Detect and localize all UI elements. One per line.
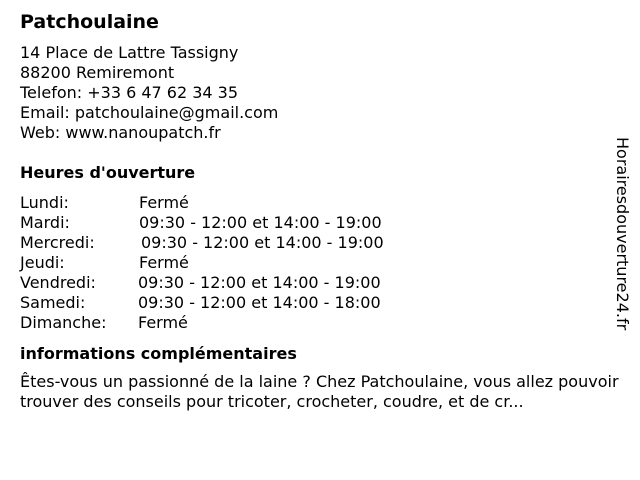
business-name: Patchoulaine	[20, 11, 159, 33]
hours-row-jeudi	[20, 253, 620, 273]
day-hours: 09:30 - 12:00 et 14:00 - 18:00	[138, 293, 381, 312]
day-hours: Fermé	[139, 193, 189, 212]
day-label: Lundi:	[20, 193, 69, 212]
contact-block	[20, 43, 620, 143]
phone-text: Telefon: +33 6 47 62 34 35	[20, 83, 239, 102]
business-card	[20, 10, 620, 412]
hours-row-mercredi	[20, 233, 620, 253]
hours-row-lundi	[20, 193, 620, 213]
hours-row-samedi	[20, 293, 620, 313]
day-label: Mardi:	[20, 213, 70, 232]
opening-hours-heading: Heures d'ouverture	[20, 163, 196, 182]
day-hours: Fermé	[139, 253, 189, 272]
hours-row-vendredi	[20, 273, 620, 293]
email-text: Email: patchoulaine@gmail.com	[20, 103, 279, 122]
day-label: Samedi:	[20, 293, 86, 312]
site-watermark: Horairesdouverture24.fr	[613, 137, 632, 331]
hours-row-dimanche	[20, 313, 620, 333]
day-label: Mercredi:	[20, 233, 95, 252]
day-label: Vendredi:	[20, 273, 96, 292]
hours-row-mardi	[20, 213, 620, 233]
opening-hours-list	[20, 193, 620, 333]
address-line-1: 14 Place de Lattre Tassigny	[20, 43, 239, 62]
day-label: Dimanche:	[20, 313, 107, 332]
day-hours: 09:30 - 12:00 et 14:00 - 19:00	[139, 213, 382, 232]
day-hours: 09:30 - 12:00 et 14:00 - 19:00	[141, 233, 384, 252]
day-hours: Fermé	[138, 313, 188, 332]
additional-info-text: Êtes-vous un passionné de la laine ? Chez Patchoulaine, vous allez pouvoir trouver des conseils pour tricoter, crocheter, coudre, et de cr...	[20, 372, 619, 411]
address-line-2: 88200 Remiremont	[20, 63, 175, 82]
web-text: Web: www.nanoupatch.fr	[20, 123, 221, 142]
day-hours: 09:30 - 12:00 et 14:00 - 19:00	[138, 273, 381, 292]
day-label: Jeudi:	[20, 253, 65, 272]
additional-info-heading: informations complémentaires	[20, 344, 297, 363]
